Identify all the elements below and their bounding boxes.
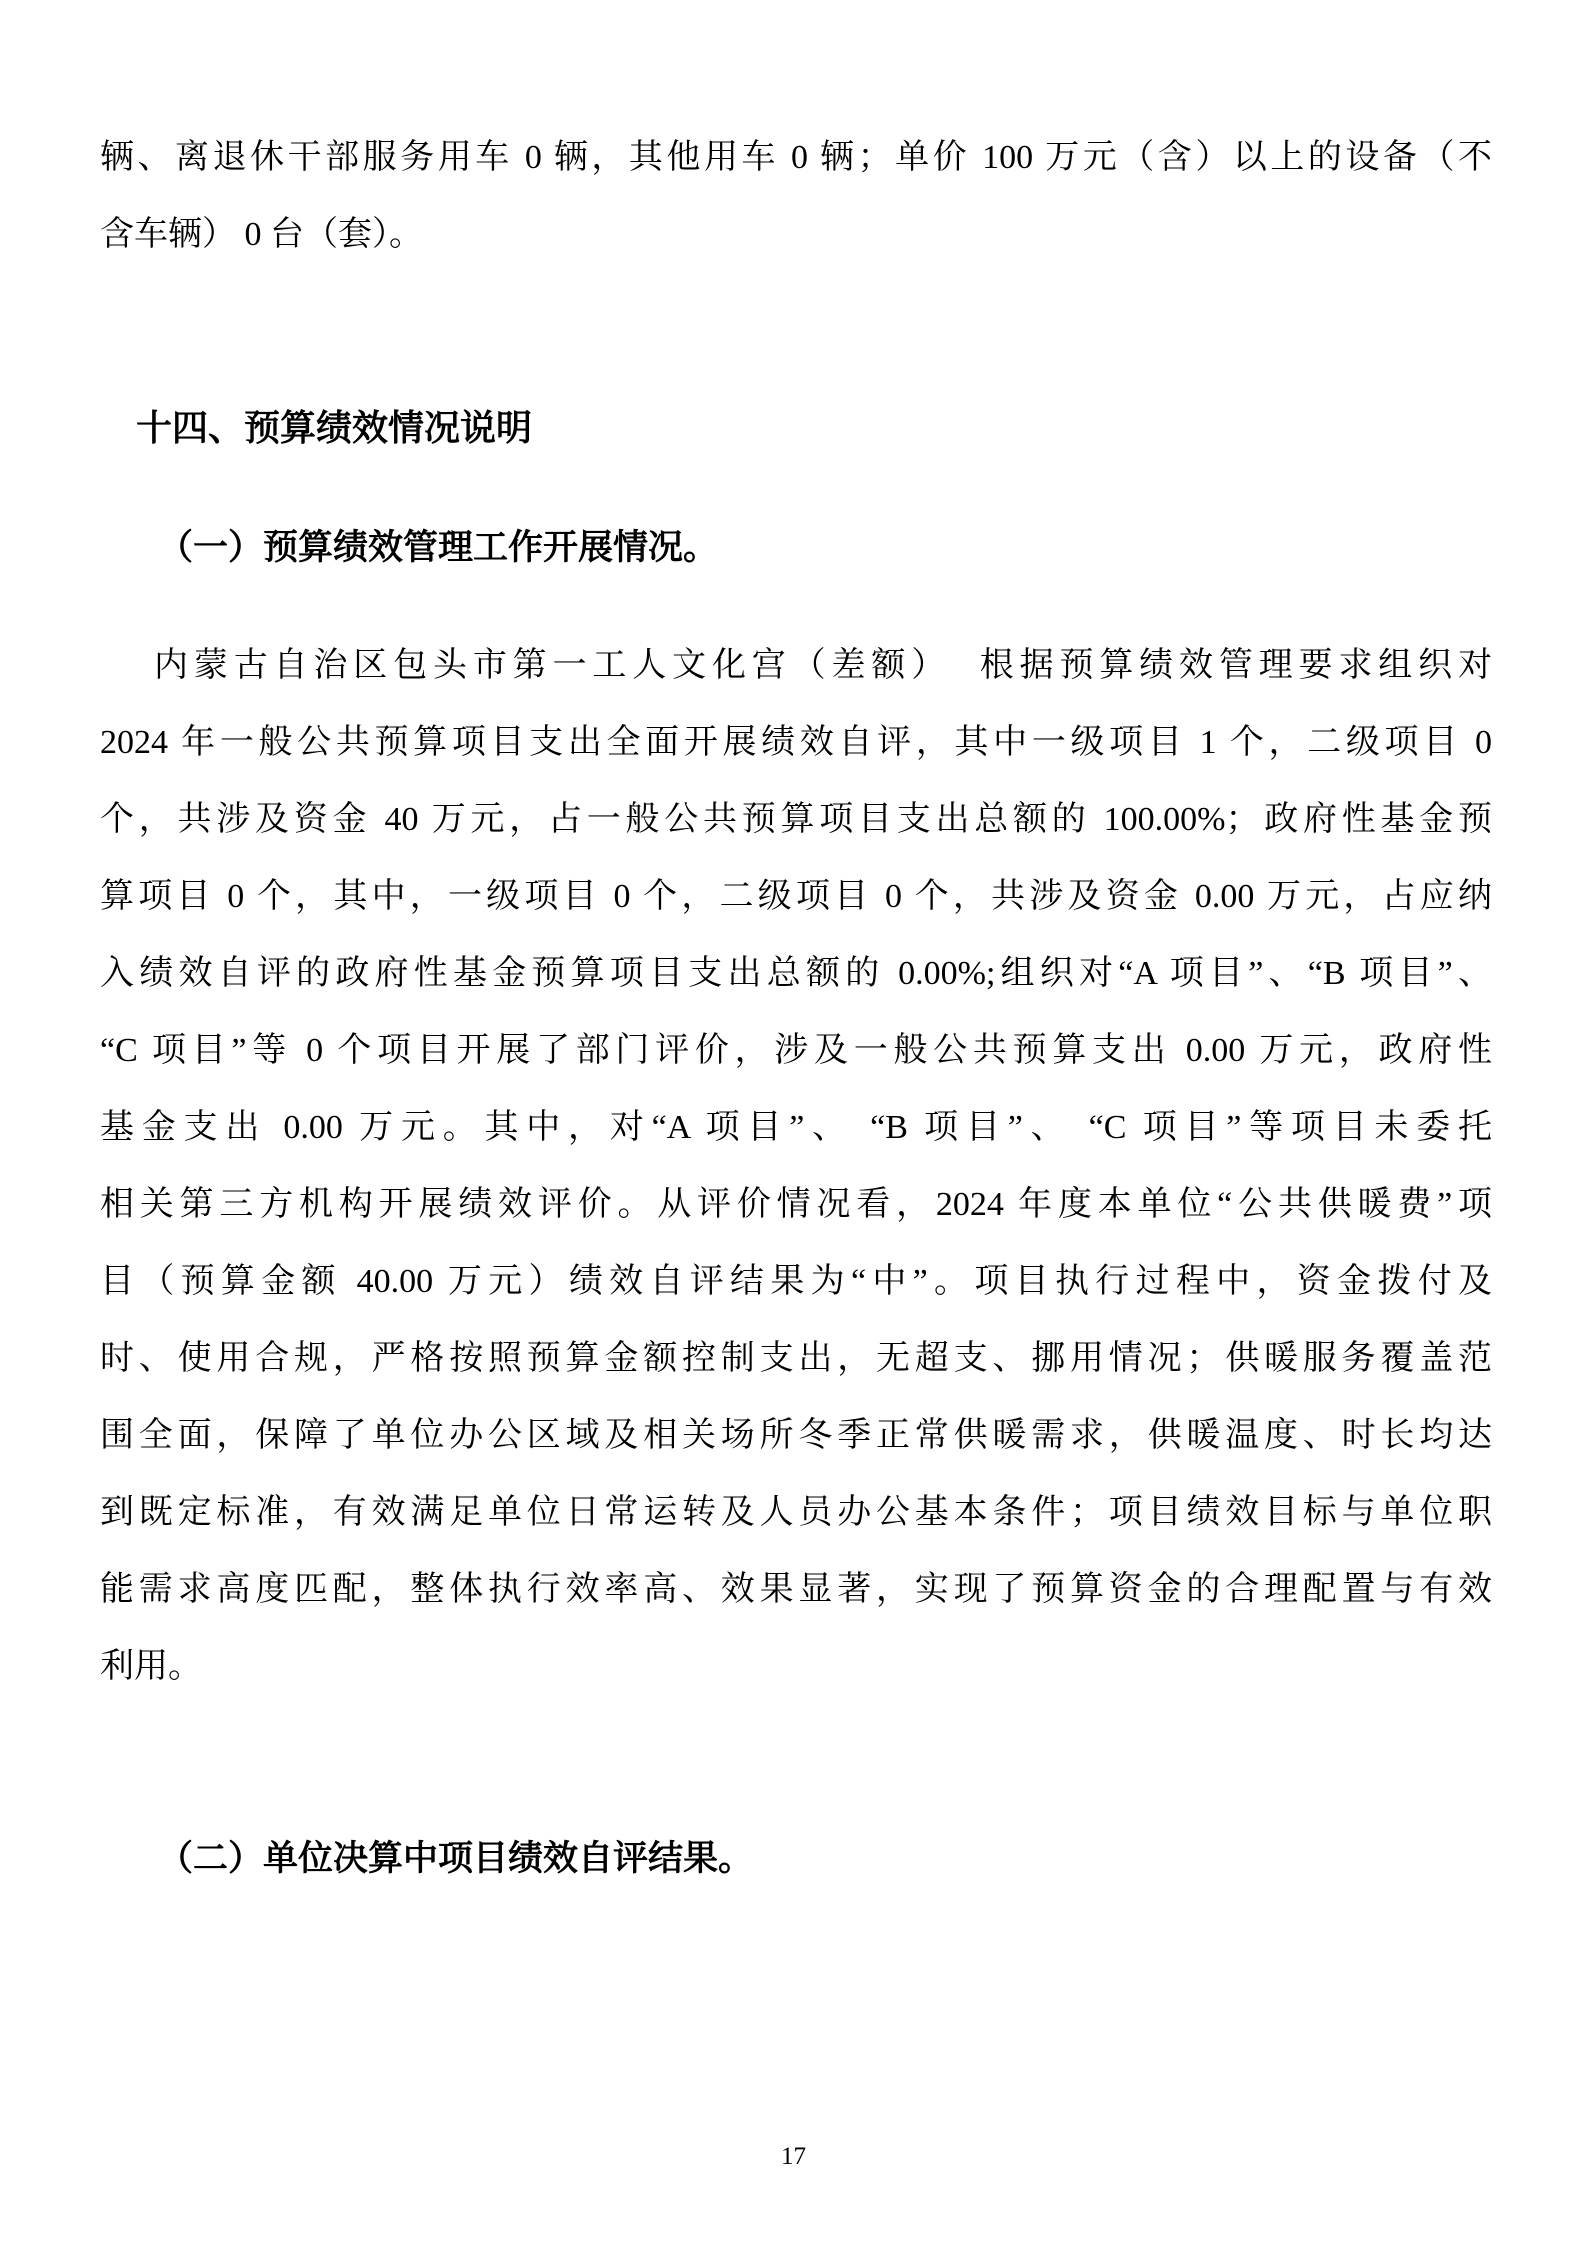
paragraph-carryover [100, 119, 1492, 273]
text-line: 相关第三方机构开展绩效评价。从评价情况看，2024 年度本单位“公共供暖费”项 [100, 1186, 1492, 1223]
text-line: 围全面，保障了单位办公区域及相关场所冬季正常供暖需求，供暖温度、时长均达 [100, 1417, 1492, 1454]
text-line: 到既定标准，有效满足单位日常运转及人员办公基本条件；项目绩效目标与单位职 [100, 1494, 1492, 1531]
text-line: 能需求高度匹配，整体执行效率高、效果显著，实现了预算资金的合理配置与有效 [100, 1571, 1492, 1608]
paragraph-performance-selfeval [100, 627, 1492, 1705]
text-line: “C 项目”等 0 个项目开展了部门评价，涉及一般公共预算支出 0.00 万元，政府性 [100, 1032, 1492, 1069]
text-line: 内蒙古自治区包头市第一工人文化宫（差额） 根据预算绩效管理要求组织对 [154, 647, 1492, 684]
document-content [100, 0, 1492, 1897]
subsection-2-heading: （二）单位决算中项目绩效自评结果。 [158, 1839, 754, 1878]
section-heading: 十四、预算绩效情况说明 [136, 407, 533, 448]
text-line: 个，共涉及资金 40 万元，占一般公共预算项目支出总额的 100.00%；政府性基金预 [100, 801, 1492, 838]
page-number: 17 [781, 2143, 806, 2170]
subsection-1-heading: （一）预算绩效管理工作开展情况。 [158, 528, 719, 567]
text-line: 入绩效自评的政府性基金预算项目支出总额的 0.00%;组织对“A 项目”、“B 项目”、 [100, 955, 1492, 992]
text-line: 含车辆） 0 台（套）。 [100, 216, 423, 253]
text-line: 算项目 0 个，其中，一级项目 0 个，二级项目 0 个，共涉及资金 0.00 万元，占应纳 [100, 878, 1492, 915]
text-line: 辆、离退休干部服务用车 0 辆，其他用车 0 辆；单价 100 万元（含）以上的设备（不 [100, 139, 1492, 176]
text-line: 基金支出 0.00 万元。其中，对“A 项目”、 “B 项目”、 “C 项目”等项目未委托 [100, 1109, 1492, 1146]
text-line: 目（预算金额 40.00 万元）绩效自评结果为“中”。项目执行过程中，资金拨付及 [100, 1263, 1492, 1300]
text-line: 2024 年一般公共预算项目支出全面开展绩效自评，其中一级项目 1 个，二级项目 0 [100, 724, 1492, 761]
text-line: 利用。 [100, 1648, 202, 1685]
text-line: 时、使用合规，严格按照预算金额控制支出，无超支、挪用情况；供暖服务覆盖范 [100, 1340, 1492, 1377]
